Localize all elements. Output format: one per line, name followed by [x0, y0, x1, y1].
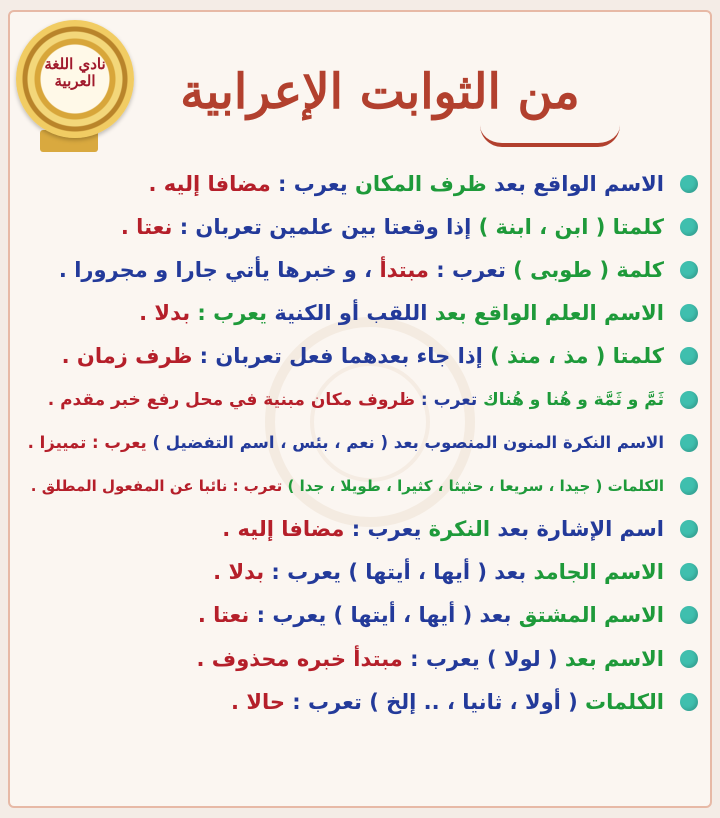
bullet-icon	[680, 175, 698, 193]
rule-segment: الاسم بعد	[557, 646, 664, 671]
bullet-icon	[680, 261, 698, 279]
rule-text	[31, 471, 664, 501]
rule-text	[198, 600, 664, 630]
rule-segment: الاسم الجامد	[526, 560, 664, 585]
title-underline	[480, 125, 620, 147]
rule-segment: بدلا .	[213, 560, 265, 585]
rule-item	[24, 335, 700, 378]
poster-frame	[8, 10, 712, 808]
rule-text	[148, 169, 664, 199]
rule-segment: تعرب :	[414, 389, 478, 410]
logo-text: نادي اللغة العربية	[44, 55, 106, 90]
rule-segment: يعرب : تمييزا .	[27, 432, 147, 452]
rule-item	[24, 508, 700, 551]
rule-segment: ظروف مكان مبنية في محل رفع خبر مقدم .	[47, 389, 415, 410]
bullet-icon	[680, 563, 698, 581]
page-title: من الثوابت الإعرابية	[180, 64, 580, 120]
rule-segment: كلمتا ( مذ ، منذ )	[482, 344, 664, 369]
rule-segment: مبتدأ خبره محذوف .	[196, 646, 403, 671]
rule-text	[48, 385, 664, 415]
rule-segment: بدلا .	[139, 301, 191, 326]
rule-text	[121, 212, 664, 242]
rule-segment: يعرب :	[270, 171, 348, 196]
rule-segment: يعرب :	[190, 301, 268, 326]
rule-text	[197, 644, 664, 674]
rule-item	[24, 551, 700, 594]
rule-item	[24, 162, 700, 205]
rule-segment: الاسم النكرة المنون المنصوب بعد ( نعم ، بئس ، اسم التفضيل )	[146, 432, 664, 452]
bullet-icon	[680, 606, 698, 624]
rule-segment: إذا جاء بعدهما فعل تعربان :	[192, 344, 483, 369]
rule-item	[24, 464, 700, 507]
rule-item	[24, 292, 700, 335]
rule-segment: النكرة	[421, 517, 491, 542]
rule-item	[24, 378, 700, 421]
rule-segment: بعد ( أيها ، أيتها ) يعرب :	[249, 603, 512, 628]
rule-segment: تعرب : نائبا عن المفعول المطلق .	[30, 476, 283, 495]
rule-segment: الكلمات	[577, 689, 664, 714]
club-logo	[16, 20, 134, 138]
rule-segment: يعرب :	[344, 517, 422, 542]
bullet-icon	[680, 650, 698, 668]
rule-segment: إذا وقعتا بين علمين تعربان :	[172, 214, 472, 239]
rule-segment: مضافا إليه .	[222, 517, 345, 542]
rule-item	[24, 594, 700, 637]
rule-segment: ظرف المكان	[347, 171, 487, 196]
rule-text	[213, 557, 664, 587]
rule-segment: الاسم الواقع بعد	[486, 171, 664, 196]
rule-item	[24, 421, 700, 464]
rule-segment: الكلمات ( جيدا ، سريعا ، حثيثا ، كثيرا ، طويلا ، جدا )	[282, 476, 664, 495]
rule-segment: مضافا إليه .	[148, 171, 271, 196]
rule-segment: كلمتا ( ابن ، ابنة )	[471, 214, 664, 239]
rule-text	[62, 341, 664, 371]
rule-segment: الاسم المشتق	[511, 603, 664, 628]
rule-item	[24, 248, 700, 291]
rule-segment: حالا .	[231, 689, 285, 714]
rule-segment: ( أولا ، ثانيا ، .. إلخ ) تعرب :	[285, 689, 578, 714]
rule-segment: كلمة ( طوبى )	[505, 257, 664, 282]
rule-item	[24, 680, 700, 723]
rule-text	[139, 298, 664, 328]
rule-text	[231, 687, 664, 717]
rule-segment: بعد ( أيها ، أيتها ) يعرب :	[264, 560, 527, 585]
bullet-icon	[680, 304, 698, 322]
rule-text	[28, 428, 664, 458]
rule-segment: ثَمَّ و ثَمَّة و هُنا و هُناك	[477, 389, 664, 410]
rule-segment: ( لولا ) يعرب :	[402, 646, 558, 671]
rule-segment: اللقب أو الكنية	[267, 301, 428, 326]
rule-segment: ، و خبرها يأتي جارا و مجرورا .	[58, 257, 373, 282]
bullet-icon	[680, 520, 698, 538]
bullet-icon	[680, 693, 698, 711]
rule-text	[222, 514, 664, 544]
bullet-icon	[680, 218, 698, 236]
rule-segment: ظرف زمان .	[61, 344, 193, 369]
bullet-icon	[680, 434, 698, 452]
rule-text	[59, 255, 664, 285]
rule-segment: مبتدأ	[372, 257, 429, 282]
rule-segment: تعرب :	[428, 257, 506, 282]
rule-segment: نعتا .	[197, 603, 250, 628]
bullet-icon	[680, 477, 698, 495]
rule-item	[24, 205, 700, 248]
rule-segment: اسم الإشارة بعد	[490, 517, 664, 542]
bullet-icon	[680, 391, 698, 409]
rule-item	[24, 637, 700, 680]
rule-segment: الاسم العلم الواقع بعد	[427, 301, 664, 326]
bullet-icon	[680, 347, 698, 365]
rule-segment: نعتا .	[120, 214, 173, 239]
rules-list	[24, 162, 700, 723]
